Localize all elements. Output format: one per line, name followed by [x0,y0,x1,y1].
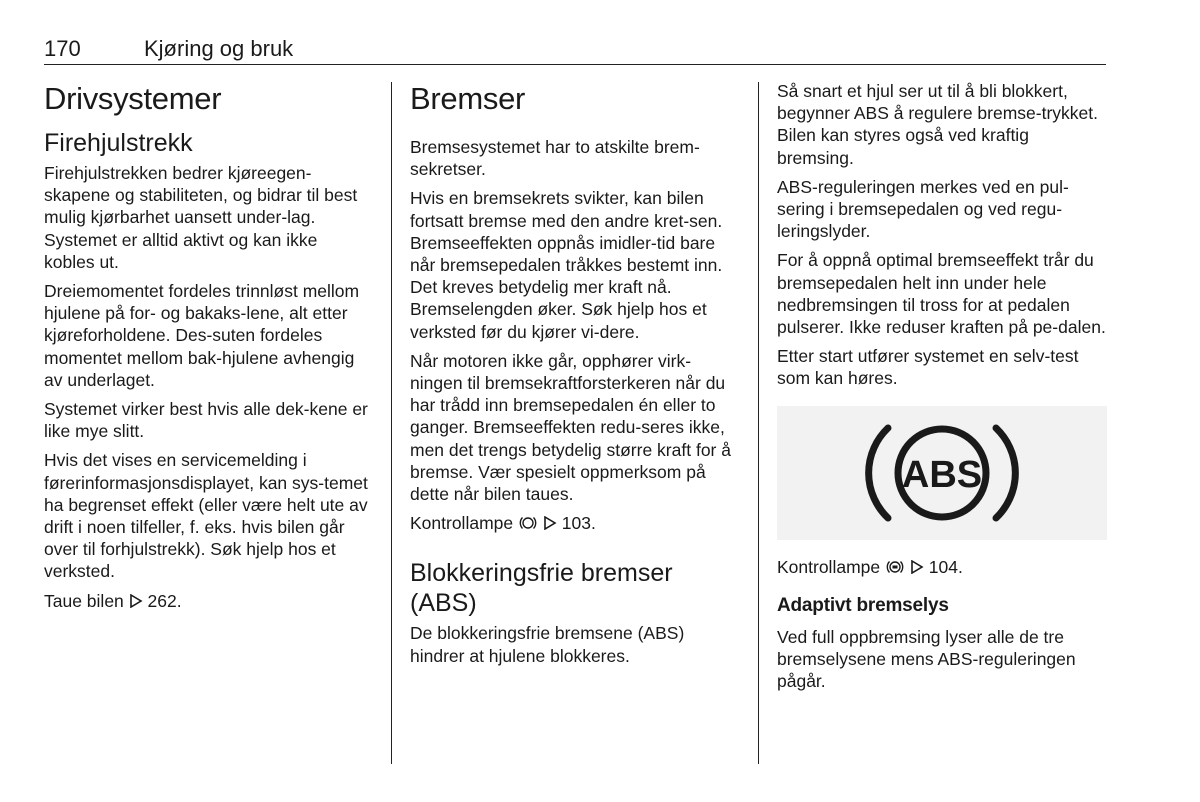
page-reference-arrow-icon [910,560,924,574]
paragraph-reference [410,512,742,534]
reference-text: Taue bilen [44,590,124,611]
reference-page[interactable]: 104. [928,556,963,577]
page-number: 170 [44,36,81,61]
reference-page[interactable]: 262. [147,590,182,611]
heading-drivsystemer: Drivsystemer [44,81,222,116]
column-divider [758,82,759,764]
paragraph: Ved full oppbremsing lyser alle de tre bremselysene mens ABS-reguleringen pågår. [777,626,1076,692]
paragraph: ABS-reguleringen merkes ved en pul-sering i bremsepedalen og ved regu-leringslyder. [777,176,1069,242]
paragraph: De blokkeringsfrie bremsene (ABS) hindrer at hjulene blokkeres. [410,623,685,666]
paragraph-reference [44,590,372,612]
reference-text: Kontrollampe [777,556,881,577]
heading-abs: Blokkeringsfrie bremser (ABS) [410,559,673,618]
page-reference-arrow-icon [129,594,143,608]
column-right [777,80,1109,699]
section-title: Kjøring og bruk [144,36,294,61]
page-header [44,34,1106,65]
abs-label: ABS [901,453,983,496]
paragraph: Når motoren ikke går, opphører virk-ningen til bremsekraftforsterkeren når du har trådd inn bremsepedalen én eller to ganger. Bremseeffekten redu-seres ikke, men det trengs betydelig større kraft for å bremse. Vær spesielt oppmerksom på dette når bilen taues. [410,350,731,505]
reference-text: Kontrollampe [410,513,514,534]
abs-symbol-panel [777,406,1107,540]
abs-warning-icon [862,414,1022,532]
brake-warning-lamp-icon [518,515,538,531]
heading-firehjulstrekk: Firehjulstrekk [44,129,193,157]
heading-adaptivt-bremselys: Adaptivt bremselys [777,594,949,616]
paragraph: Firehjulstrekken bedrer kjøreegen-skapene og stabiliteten, og bidrar til best mulig kjørbarhet uansett under-lag. Systemet er alltid aktivt og kan ikke kobles ut. [44,163,358,272]
column-divider [391,82,392,764]
paragraph-reference [777,556,1109,578]
column-left [44,80,372,619]
paragraph: For å oppnå optimal bremseeffekt trår du bremsepedalen helt inn under hele nedbremsingen til tross for at pedalen pulserer. Ikke reduser kraften på pe-dalen. [777,250,1106,338]
paragraph: Hvis det vises en servicemelding i førerinformasjonsdisplayet, kan sys-temet ha begrenset effekt (eller være helt ute av drift i noen tilfeller, f. eks. hvis bilen går over til forhjulstrekk). Søk hjelp hos et verksted. [44,450,368,582]
page-reference-arrow-icon [543,516,557,530]
abs-lamp-icon [885,559,905,575]
heading-bremser: Bremser [410,81,526,116]
column-middle [410,80,742,674]
paragraph: Så snart et hjul ser ut til å bli blokkert, begynner ABS å regulere bremse-trykket. Bilen kan styres også ved kraftig bremsing. [777,81,1098,168]
paragraph: Etter start utfører systemet en selv-test som kan høres. [777,346,1079,389]
reference-page[interactable]: 103. [561,513,596,534]
paragraph: Systemet virker best hvis alle dek-kene er like mye slitt. [44,399,368,442]
paragraph: Dreiemomentet fordeles trinnløst mellom hjulene på for- og bakaks-lene, alt etter kjøreforholdene. Des-suten fordeles momentet mellom bak-hjulene avhengig av underlaget. [44,281,360,390]
paragraph: Bremsesystemet har to atskilte brem-sekretser. [410,137,700,180]
paragraph: Hvis en bremsekrets svikter, kan bilen fortsatt bremse med den andre kret-sen. Bremseeffekten oppnås imidler-tid bare når bremsepedalen tråkkes bestemt inn. Det kreves betydelig mer kraft nå. Bremselengden øker. Søk hjelp hos et verksted før du kjører vi-dere. [410,188,723,342]
